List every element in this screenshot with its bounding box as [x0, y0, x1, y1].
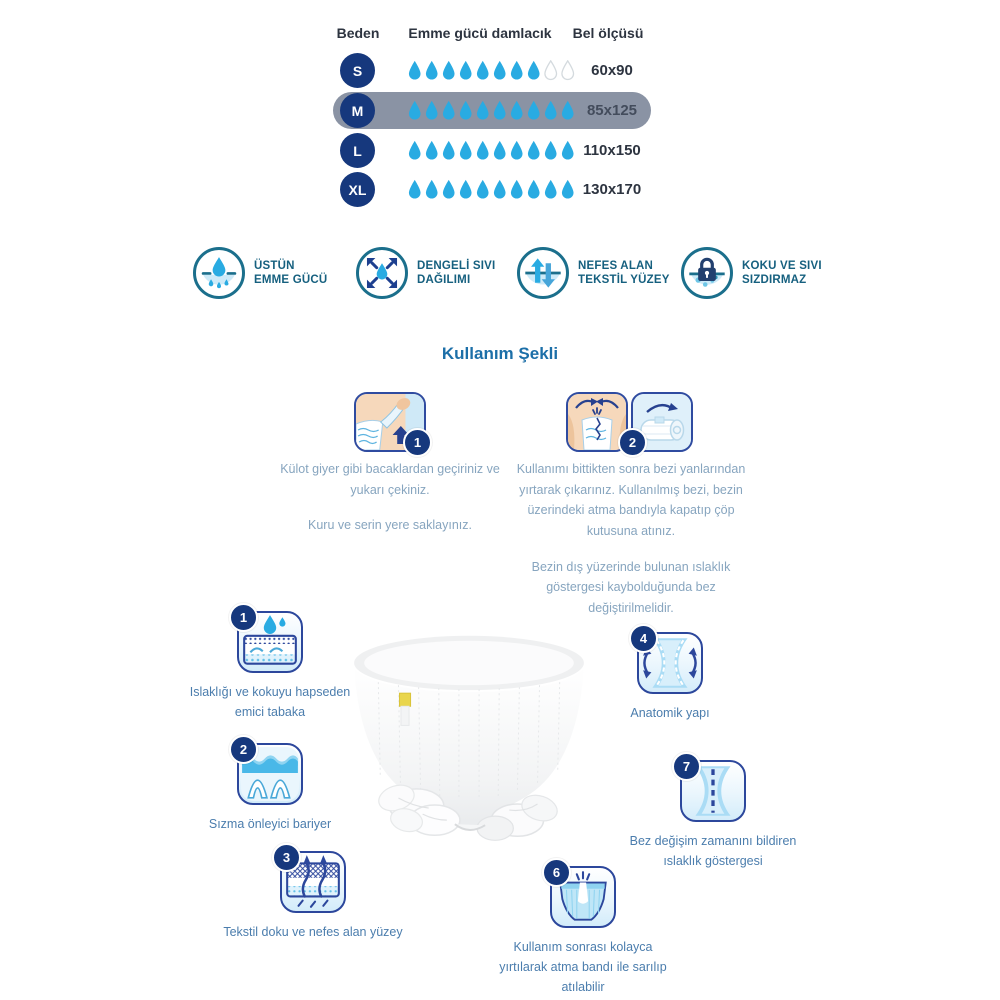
callout-text: Sızma önleyici bariyer: [208, 817, 332, 831]
drop-filled-icon: [492, 140, 507, 161]
callout-anatomic-shape: [580, 632, 760, 723]
column-header-absorbency: Emme gücü damlacık: [408, 25, 552, 41]
callout-text: Anatomik yapı: [630, 706, 710, 720]
drop-filled-icon: [475, 60, 490, 81]
step2-paragraph-1: Kullanımı bittikten sonra bezi yanlarından yırtarak çıkarınız. Kullanılmış bezi, bezin üzerindeki atma bandıyla kapatıp çöp kutusuna atınız.: [516, 462, 746, 538]
drop-filled-icon: [492, 179, 507, 200]
drop-filled-icon: [509, 100, 524, 121]
drop-filled-icon: [543, 140, 558, 161]
callout-text: Tekstil doku ve nefes alan yüzey: [223, 925, 403, 939]
drop-filled-icon: [526, 60, 541, 81]
callout-number-badge: 3: [272, 843, 301, 872]
product-image: [338, 626, 600, 844]
drop-filled-icon: [475, 140, 490, 161]
callout-text: Bez değişim zamanını bildiren ıslaklık göstergesi: [629, 834, 797, 868]
callout-number-badge: 7: [672, 752, 701, 781]
size-letter: L: [353, 142, 362, 159]
drop-filled-icon: [492, 60, 507, 81]
drop-filled-icon: [441, 140, 456, 161]
absorbency-drops: [407, 132, 575, 169]
step2-paragraph-2: Bezin dış yüzerinde bulunan ıslaklık göstergesi kaybolduğunda bez değiştirilmelidir.: [531, 559, 731, 615]
callout-wetness-indicator: [618, 760, 808, 871]
step1-paragraph-2: Kuru ve serin yere saklayınız.: [308, 518, 472, 533]
drop-filled-icon: [492, 100, 507, 121]
drop-filled-icon: [407, 140, 422, 161]
yellow-tag: [399, 693, 410, 725]
drop-filled-icon: [424, 100, 439, 121]
step1-instructions: [268, 459, 512, 551]
drop-filled-icon: [407, 179, 422, 200]
callout-text: Islaklığı ve kokuyu hapseden emici tabaka: [189, 685, 351, 719]
size-row-m-selected: [333, 92, 651, 129]
step2-instructions: [503, 459, 759, 633]
feature-label: DENGELİ SIVI DAĞILIMI: [417, 259, 496, 286]
feature-label: KOKU VE SIVI SIZDIRMAZ: [742, 259, 822, 286]
waist-size: 85x125: [586, 102, 638, 119]
drop-filled-icon: [475, 100, 490, 121]
drop-filled-icon: [475, 179, 490, 200]
drop-filled-icon: [458, 60, 473, 81]
step1-paragraph-1: Külot giyer gibi bacaklardan geçiriniz ve yukarı çekiniz.: [280, 462, 500, 497]
callout-number-badge: 1: [229, 603, 258, 632]
drop-filled-icon: [458, 140, 473, 161]
column-header-size: Beden: [336, 25, 380, 41]
callout-number-badge: 2: [229, 735, 258, 764]
waist-size: 130x170: [582, 181, 642, 198]
column-header-waist: Bel ölçüsü: [572, 25, 644, 41]
odor-liquid-lock-icon: [681, 247, 733, 299]
drop-empty-icon: [543, 60, 558, 81]
drop-filled-icon: [441, 179, 456, 200]
size-badge-s: [340, 53, 375, 88]
waist-size: 110x150: [583, 142, 641, 159]
feature-breathable-textile: [517, 247, 670, 299]
size-letter: S: [352, 62, 363, 79]
callout-number-badge: 4: [629, 624, 658, 653]
absorption-drops-icon: [193, 247, 245, 299]
liquid-distribution-icon: [356, 247, 408, 299]
drop-filled-icon: [526, 179, 541, 200]
size-row-xl: [333, 171, 651, 208]
callout-absorbent-layer: [180, 611, 360, 722]
size-letter: M: [351, 102, 364, 119]
absorbency-drops: [407, 92, 575, 129]
callout-text: Kullanım sonrası kolayca yırtılarak atma bandı ile sarılıp atılabilir: [499, 940, 667, 994]
drop-filled-icon: [526, 100, 541, 121]
drop-filled-icon: [543, 179, 558, 200]
waist-size: 60x90: [591, 62, 633, 79]
drop-filled-icon: [424, 179, 439, 200]
step1-illustration: [354, 392, 426, 452]
drop-filled-icon: [509, 60, 524, 81]
callout-number-badge: 6: [542, 858, 571, 887]
drop-filled-icon: [509, 179, 524, 200]
feature-label: NEFES ALAN TEKSTİL YÜZEY: [578, 259, 670, 286]
feature-label: ÜSTÜN EMME GÜCÜ: [254, 259, 328, 286]
feature-balanced-distribution: [356, 247, 495, 299]
step2-illustration: [566, 392, 693, 452]
drop-filled-icon: [526, 140, 541, 161]
size-row-s: [333, 52, 651, 89]
drop-filled-icon: [424, 140, 439, 161]
drop-filled-icon: [441, 60, 456, 81]
absorbency-drops: [407, 171, 575, 208]
callout-textile-breathable: [218, 851, 408, 942]
breathable-textile-icon: [517, 247, 569, 299]
drop-filled-icon: [441, 100, 456, 121]
size-badge-m: [340, 93, 375, 128]
step-number-badge: 1: [403, 428, 432, 457]
absorbency-drops: [407, 52, 575, 89]
drop-filled-icon: [407, 100, 422, 121]
drop-filled-icon: [543, 100, 558, 121]
size-letter: XL: [348, 181, 367, 198]
step-number-badge: 2: [618, 428, 647, 457]
size-badge-l: [340, 133, 375, 168]
size-badge-xl: [340, 172, 375, 207]
feature-odor-liquid-proof: [681, 247, 822, 299]
callout-easy-disposal: [488, 866, 678, 997]
feature-superior-absorbency: [193, 247, 327, 299]
drop-filled-icon: [424, 60, 439, 81]
size-row-l: [333, 132, 651, 169]
drop-filled-icon: [458, 100, 473, 121]
drop-filled-icon: [458, 179, 473, 200]
drop-filled-icon: [407, 60, 422, 81]
section-title-usage: Kullanım Şekli: [441, 344, 559, 363]
callout-leak-barrier: [180, 743, 360, 834]
drop-filled-icon: [509, 140, 524, 161]
